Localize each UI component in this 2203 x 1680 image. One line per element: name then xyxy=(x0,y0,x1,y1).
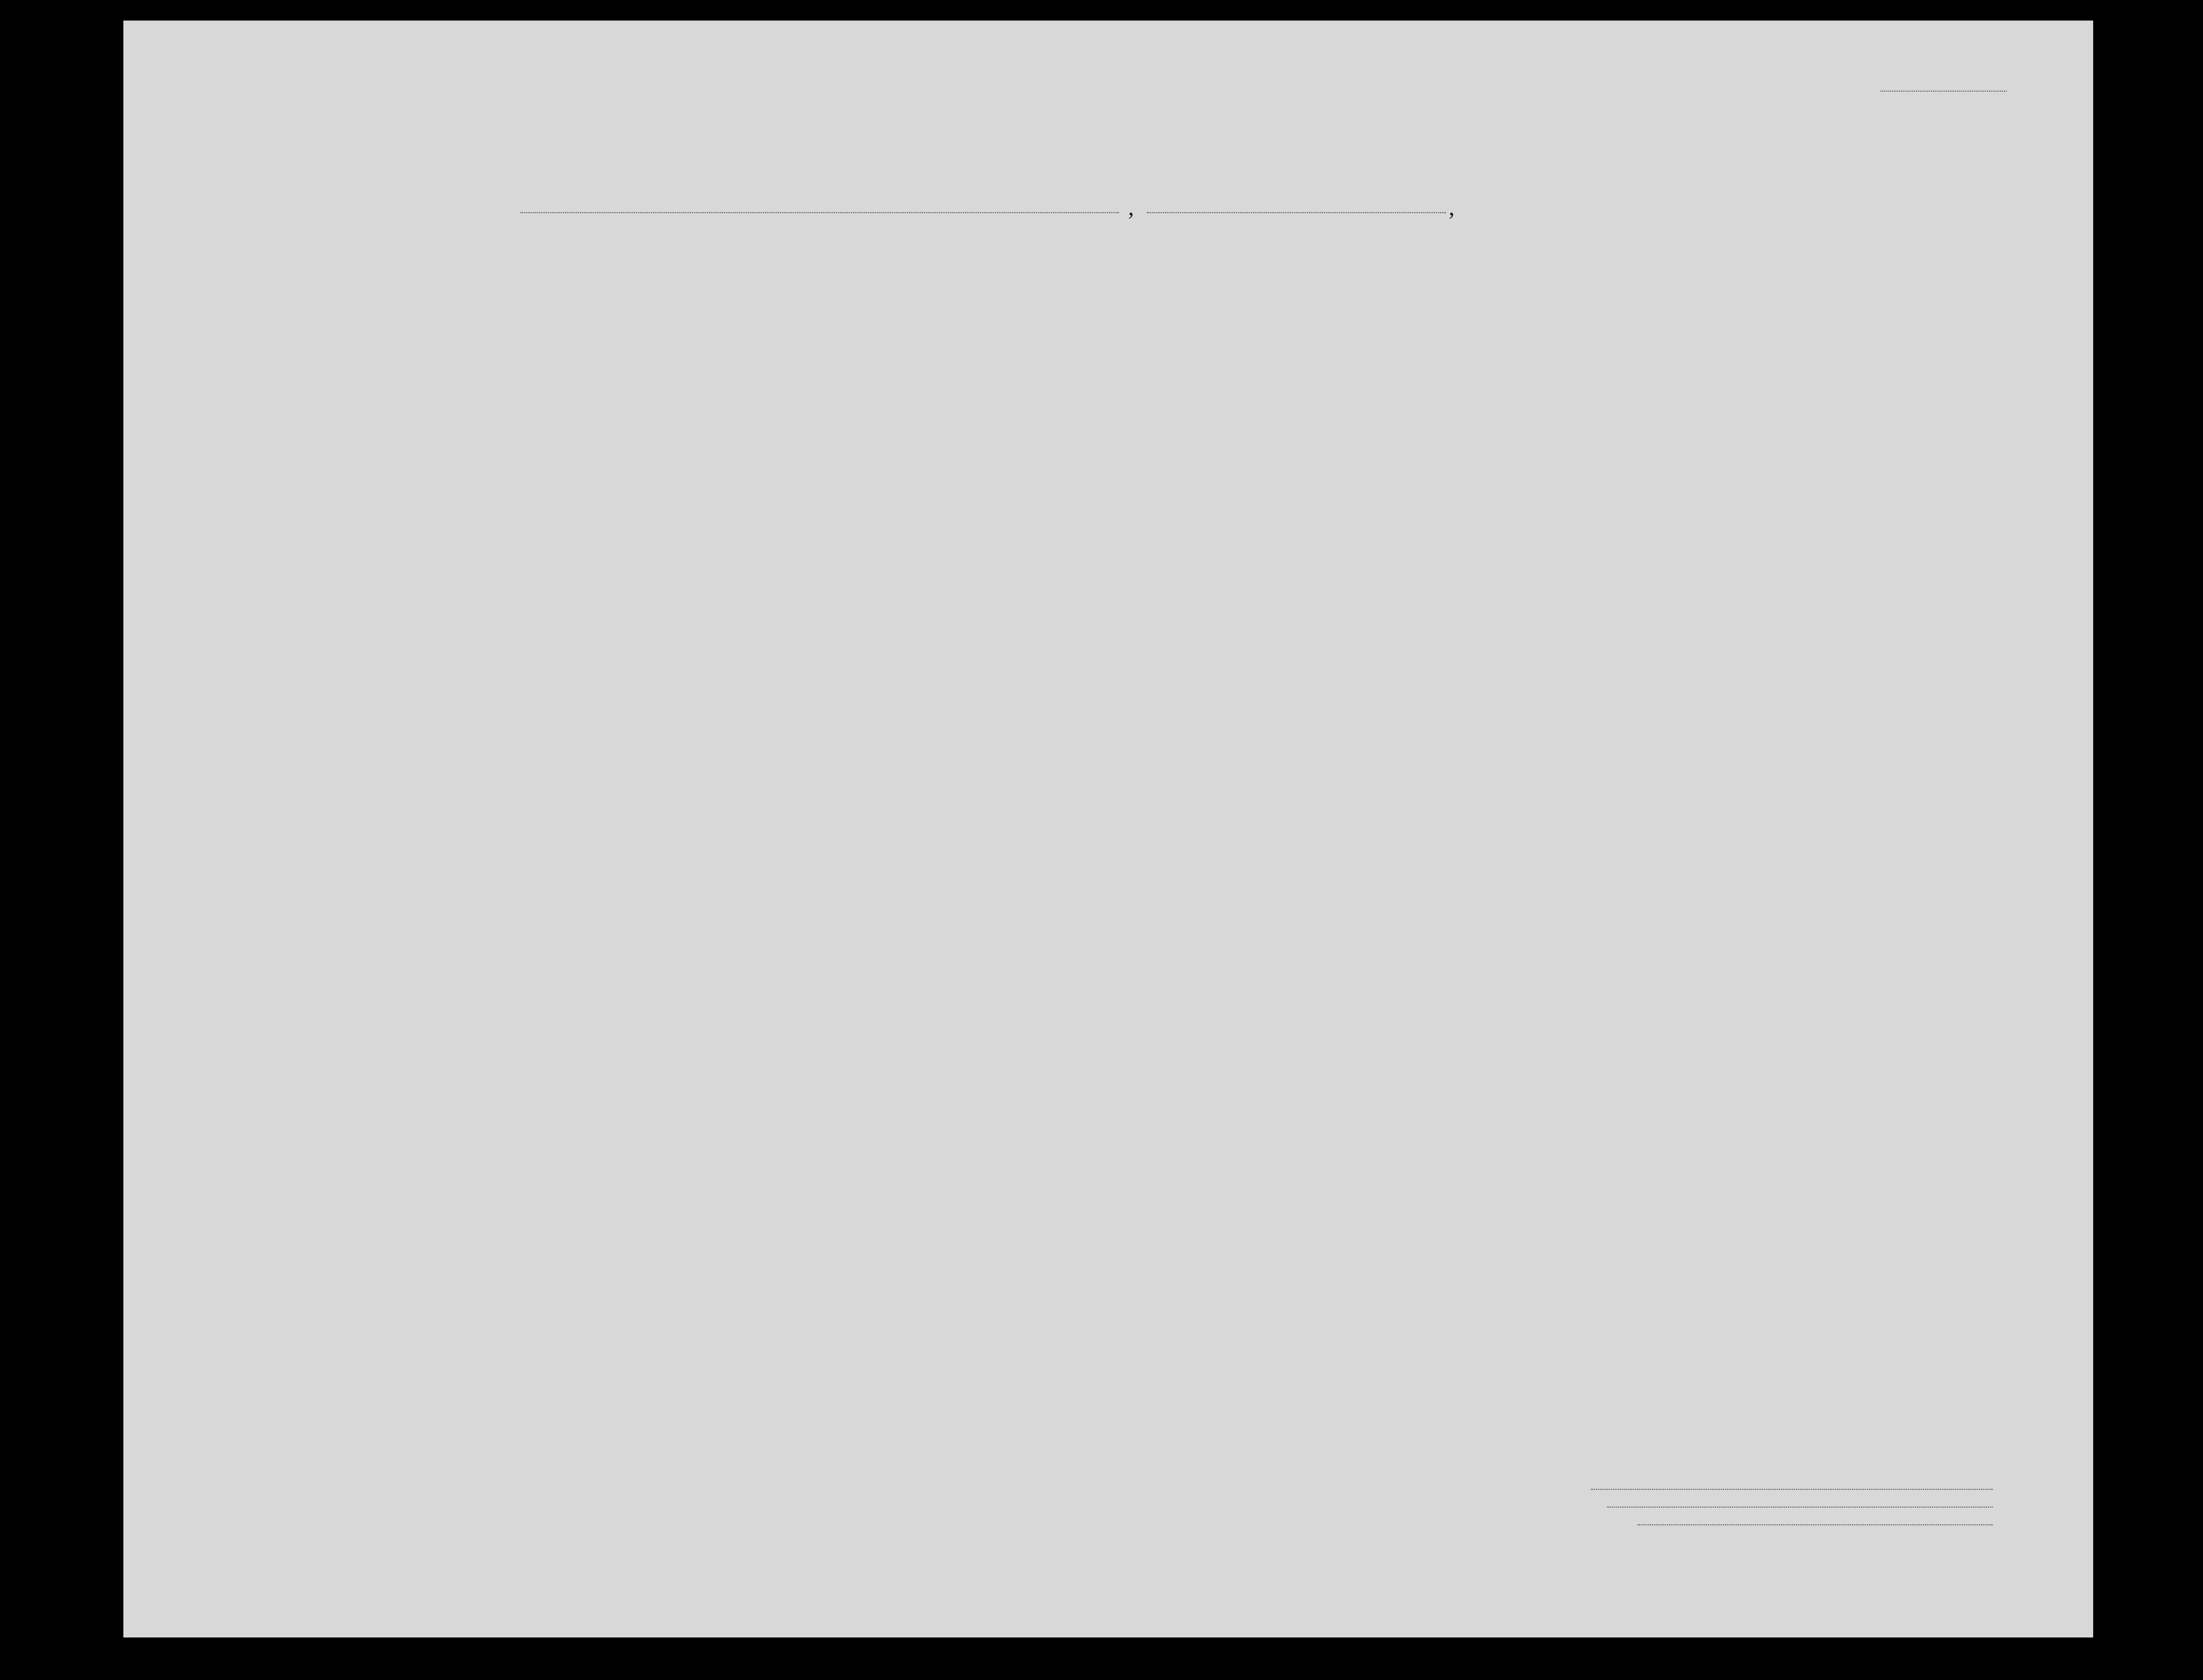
manifest-grid xyxy=(123,21,2093,1637)
owners-field xyxy=(1607,1507,1993,1508)
col29-heading xyxy=(1540,282,1568,400)
col27-heading xyxy=(1468,282,1482,400)
col25-heading xyxy=(1405,282,1425,400)
col24-b xyxy=(1334,292,1354,400)
line-field xyxy=(1591,1489,1993,1490)
manifest-page xyxy=(123,21,2093,1637)
col30-heading xyxy=(1577,282,1591,400)
agents-field xyxy=(1638,1524,1993,1525)
col19-heading xyxy=(750,282,770,401)
col31-heading xyxy=(1599,282,1613,400)
col34-inches xyxy=(1763,353,1775,395)
comma-2: , xyxy=(1449,194,1455,220)
col28-heading xyxy=(1494,282,1526,400)
col24-a xyxy=(1295,292,1321,400)
col24-c xyxy=(1362,292,1382,400)
col34-feet xyxy=(1743,353,1755,395)
col26-heading xyxy=(1444,282,1458,400)
col21-heading xyxy=(870,282,891,401)
comma-1: , xyxy=(1128,194,1134,220)
